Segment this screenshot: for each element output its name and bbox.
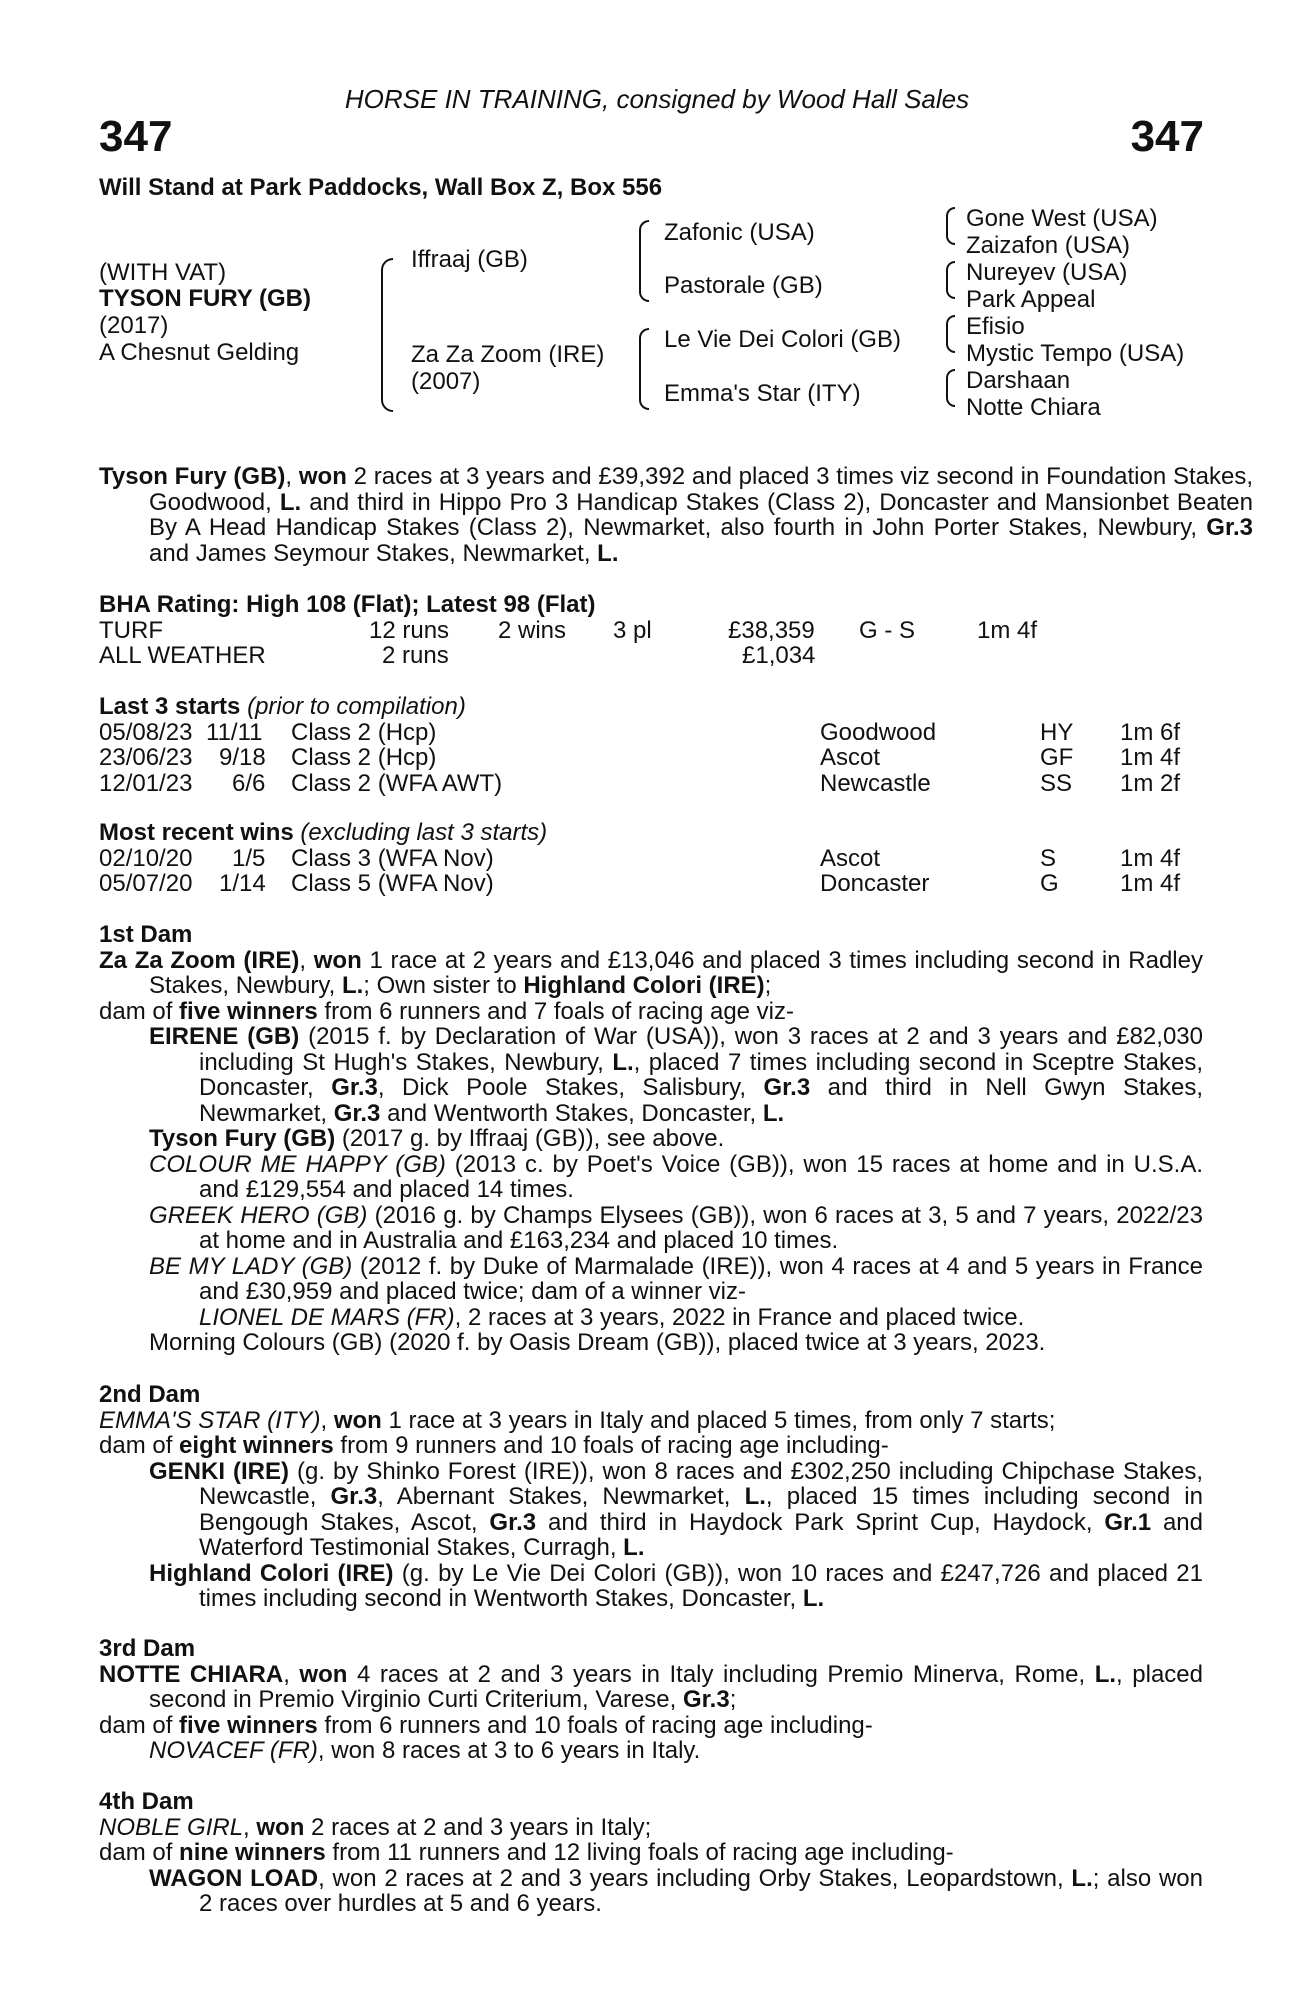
won-label: won <box>256 1813 305 1841</box>
group-mark: Gr.3 <box>1206 514 1253 541</box>
runs: 12 runs <box>369 616 450 644</box>
produce-entry <box>149 1459 1203 1561</box>
produce-text: and Waterford Testimonial Stakes, Curragh, <box>199 1508 1203 1561</box>
race-position: 1/5 <box>232 844 266 872</box>
produce-text: and third in Nell Gwyn Stakes, Newmarket, <box>199 1074 1204 1127</box>
dam-of-text: dam of <box>99 1839 180 1866</box>
race-position: 1/14 <box>219 870 266 897</box>
dam-text: , placed second in Premio Virginio Curti Criterium, Varese, <box>149 1660 1203 1713</box>
produce-name: GENKI (IRE) <box>149 1457 290 1485</box>
dam-text: 2 races at 2 and 3 years in Italy; <box>304 1813 652 1841</box>
horse-name: TYSON FURY (GB) <box>99 285 312 312</box>
listed-mark: L. <box>597 539 619 567</box>
ggp-7: Darshaan <box>966 367 1071 394</box>
dam-text: ; <box>729 1686 737 1713</box>
listed-mark: L. <box>341 972 364 999</box>
dam-of-text: from 11 runners and 12 living foals of racing age including- <box>325 1839 954 1866</box>
brace-1 <box>946 207 955 245</box>
race-distance: 1m 6f <box>1120 718 1181 746</box>
brace-3 <box>946 315 955 353</box>
dam-text: 1 race at 2 years and £13,046 and placed 3 times including second in Radley Stakes, Newbury, <box>149 946 1203 999</box>
fourth-dam-title: 4th Dam <box>99 1788 194 1815</box>
brace-sire <box>639 220 649 302</box>
ggp-1: Gone West (USA) <box>966 205 1158 232</box>
produce-entry: Morning Colours (GB) (2020 f. by Oasis Dream (GB)), placed twice at 3 years, 2023. <box>149 1329 1046 1356</box>
third-dam-section <box>99 1636 1203 1764</box>
last3-note: (prior to compilation) <box>247 693 466 720</box>
surface: ALL WEATHER <box>99 642 266 669</box>
fourth-dam-summary: NOBLE GIRL, won 2 races at 2 and 3 years in Italy; <box>99 1813 652 1841</box>
surface: TURF <box>99 616 163 644</box>
race-going: SS <box>1040 769 1073 797</box>
recent-title: Most recent wins <box>99 819 294 846</box>
race-distance: 1m 4f <box>1120 744 1181 771</box>
race-class: Class 2 (Hcp) <box>291 744 437 771</box>
summary-text-1: 2 races at 3 years and £39,392 and placed 3 times viz second in Foundation Stakes, Goodwood, <box>149 463 1253 516</box>
dam-of-text: from 9 runners and 10 foals of racing age including- <box>333 1432 889 1459</box>
last3-row <box>99 771 1203 797</box>
wins: 2 wins <box>498 616 567 644</box>
won-label: won <box>298 463 347 490</box>
third-dam-summary: NOTTE CHIARA, won 4 races at 2 and 3 years in Italy including Premio Minerva, Rome, L., placed second in Premio Virginio Curti Criterium, Varese, Gr.3; <box>99 1660 1203 1713</box>
placed: 3 pl <box>613 616 652 644</box>
second-dam-title: 2nd Dam <box>99 1381 201 1408</box>
last3-block <box>99 694 1203 796</box>
race-date: 05/07/20 <box>99 870 193 897</box>
dam: Za Za Zoom (IRE) <box>411 341 605 368</box>
race-distance: 1m 4f <box>1120 844 1181 872</box>
dam-of-text: dam of <box>99 1432 180 1459</box>
won-label: won <box>313 946 362 974</box>
produce-text: ; also won 2 races over hurdles at 5 and 6 years. <box>199 1864 1203 1917</box>
produce-text: , won 8 races at 3 to 6 years in Italy. <box>317 1737 701 1764</box>
sister-name: Highland Colori (IRE) <box>523 972 765 999</box>
produce-name: WAGON LOAD <box>149 1864 319 1892</box>
produce-name: COLOUR ME HAPPY (GB) <box>149 1150 446 1178</box>
horse-year: (2017) <box>99 312 169 339</box>
dam-text: 4 races at 2 and 3 years in Italy including Premio Minerva, Rome, <box>347 1660 1095 1688</box>
fourth-dam-section <box>99 1789 1203 1917</box>
dam-of-text: dam of <box>99 1711 180 1739</box>
vat-note: (WITH VAT) <box>99 259 227 286</box>
lot-number-left: 347 <box>99 112 173 161</box>
winners-count: five winners <box>179 997 318 1025</box>
race-date: 05/08/23 <box>99 718 193 746</box>
produce-entry <box>149 1024 1203 1126</box>
race-date: 02/10/20 <box>99 844 193 872</box>
produce-entry <box>149 1561 1203 1612</box>
racecourse: Ascot <box>820 744 881 771</box>
produce-name: NOVACEF (FR) <box>149 1737 318 1764</box>
race-class: Class 2 (WFA AWT) <box>291 769 503 797</box>
dam-text: 1 race at 3 years in Italy and placed 5 times, from only 7 starts; <box>381 1406 1056 1434</box>
produce-text: , Dick Poole Stakes, Salisbury, <box>377 1074 764 1101</box>
ggp-5: Efisio <box>966 313 1025 340</box>
group-mark: Gr.1 <box>1104 1508 1152 1536</box>
brace-dam <box>639 328 649 410</box>
race-class: Class 5 (WFA Nov) <box>291 870 494 897</box>
race-class: Class 3 (WFA Nov) <box>291 844 494 872</box>
fourth-dam-produce-line <box>99 1840 1203 1866</box>
produce-text: , Abernant Stakes, Newmarket, <box>377 1483 745 1510</box>
produce-text: (g. by Le Vie Dei Colori (GB)), won 10 races and £247,726 and placed 21 times including second in Wentworth Stakes, Doncaster, <box>199 1559 1203 1612</box>
ggp-4: Park Appeal <box>966 286 1096 313</box>
listed-mark: L. <box>744 1483 766 1510</box>
listed-mark: L. <box>279 488 302 516</box>
dam-name: Za Za Zoom (IRE) <box>99 946 300 974</box>
race-class: Class 2 (Hcp) <box>291 718 437 746</box>
second-dam-produce-line <box>99 1433 1203 1459</box>
brace-4 <box>946 369 955 407</box>
produce-text: (2017 g. by Iffraaj (GB)), see above. <box>335 1125 725 1152</box>
last3-row <box>99 720 1203 746</box>
dam-name: EMMA'S STAR (ITY) <box>99 1406 321 1434</box>
third-dam-title: 3rd Dam <box>99 1635 196 1662</box>
first-dam-produce-line <box>99 999 1203 1025</box>
dam-name: NOTTE CHIARA <box>99 1660 284 1688</box>
race-date: 12/01/23 <box>99 769 193 797</box>
first-dam-title: 1st Dam <box>99 921 193 948</box>
group-mark: Gr.3 <box>331 1074 378 1101</box>
recent-row <box>99 846 1203 872</box>
recent-row <box>99 871 1203 897</box>
listed-mark: L. <box>1071 1864 1093 1892</box>
produce-text: (2015 f. by Declaration of War (USA)), won 3 races at 2 and 3 years and £82,030 including St Hugh's Stakes, Newbury, <box>199 1023 1203 1076</box>
winners-count: five winners <box>179 1711 318 1739</box>
produce-entry <box>149 1203 1203 1254</box>
sire-dam: Pastorale (GB) <box>664 272 823 299</box>
second-dam-summary: EMMA'S STAR (ITY), won 1 race at 3 years in Italy and placed 5 times, from only 7 starts; <box>99 1406 1056 1434</box>
race-going: GF <box>1040 744 1074 771</box>
dam-of-text: from 6 runners and 7 foals of racing age viz- <box>317 997 795 1025</box>
last3-title: Last 3 starts <box>99 693 241 720</box>
runs: 2 runs <box>382 642 449 669</box>
stand-location: Will Stand at Park Paddocks, Wall Box Z, Box 556 <box>99 174 663 201</box>
second-dam-section <box>99 1382 1203 1612</box>
produce-text: and third in Haydock Park Sprint Cup, Haydock, <box>536 1508 1105 1536</box>
ggp-8: Notte Chiara <box>966 394 1101 421</box>
brace-horse <box>381 258 393 412</box>
dam-sire: Le Vie Dei Colori (GB) <box>664 326 901 353</box>
horse-description: A Chesnut Gelding <box>99 339 300 366</box>
prize-money: £1,034 <box>742 642 816 669</box>
produce-entry <box>149 1866 1203 1917</box>
produce-name: LIONEL DE MARS (FR) <box>199 1303 455 1331</box>
sire: Iffraaj (GB) <box>411 246 528 273</box>
winners-count: nine winners <box>179 1839 326 1866</box>
rating-row-aw <box>99 643 1203 669</box>
produce-entry <box>149 1152 1203 1203</box>
ggp-2: Zaizafon (USA) <box>966 232 1131 259</box>
listed-mark: L. <box>623 1534 645 1561</box>
rating-row-turf <box>99 618 1203 644</box>
sire-sire: Zafonic (USA) <box>664 219 815 246</box>
third-dam-produce-line <box>99 1713 1203 1739</box>
listed-mark: L. <box>762 1099 785 1127</box>
summary-horse-name: Tyson Fury (GB) <box>99 463 286 490</box>
race-distance: 1m 4f <box>1120 870 1181 897</box>
race-position: 11/11 <box>206 718 263 746</box>
first-dam-section <box>99 922 1203 1356</box>
racecourse: Goodwood <box>820 718 937 746</box>
prize-money: £38,359 <box>728 616 815 644</box>
racecourse: Newcastle <box>820 769 931 797</box>
recent-wins-block <box>99 820 1203 897</box>
dam-of-text: dam of <box>99 997 180 1025</box>
group-mark: Gr.3 <box>489 1508 537 1536</box>
going: G - S <box>859 616 916 644</box>
race-distance: 1m 2f <box>1120 769 1181 797</box>
dam-dam: Emma's Star (ITY) <box>664 380 861 407</box>
won-label: won <box>299 1660 348 1688</box>
produce-name: Tyson Fury (GB) <box>149 1125 336 1152</box>
distance: 1m 4f <box>977 616 1038 644</box>
produce-text: and Wentworth Stakes, Doncaster, <box>380 1099 763 1127</box>
produce-entry <box>149 1126 1203 1152</box>
dam-text: ; <box>764 972 772 999</box>
consignment-header: HORSE IN TRAINING, consigned by Wood Hall Sales <box>344 84 970 114</box>
lot-number-right: 347 <box>1130 112 1204 161</box>
racecourse: Doncaster <box>820 870 930 897</box>
produce-name: EIRENE (GB) <box>149 1023 300 1050</box>
race-position: 9/18 <box>219 744 266 771</box>
group-mark: Gr.3 <box>763 1074 811 1101</box>
group-mark: Gr.3 <box>333 1099 381 1127</box>
rating-block <box>99 592 1203 669</box>
produce-text: (2012 f. by Duke of Marmalade (IRE)), won 4 races at 4 and 5 years in France and £30,959 and placed twice; dam of a winner viz- <box>199 1252 1203 1305</box>
race-summary: Tyson Fury (GB), won 2 races at 3 years and £39,392 and placed 3 times viz second in Foundation Stakes, Goodwood, L. and third in Hippo Pro 3 Handicap Stakes (Class 2), Doncaster and Mansionbet Beaten By A Head Handicap Stakes (Class 2), Newmarket, also fourth in John Porter Stakes, Newbury, Gr.3 and James Seymour Stakes, Newmarket, L. <box>99 463 1253 567</box>
group-mark: Gr.3 <box>330 1483 378 1510</box>
recent-note: (excluding last 3 starts) <box>300 819 548 846</box>
brace-2 <box>946 261 955 299</box>
first-dam-summary: Za Za Zoom (IRE), won 1 race at 2 years and £13,046 and placed 3 times including second in Radley Stakes, Newbury, L.; Own sister to Highland Colori (IRE); <box>99 946 1203 999</box>
last3-row <box>99 745 1203 771</box>
produce-entry <box>149 1254 1203 1305</box>
race-date: 23/06/23 <box>99 744 193 771</box>
dam-text: ; Own sister to <box>363 972 524 999</box>
produce-name: BE MY LADY (GB) <box>149 1252 353 1280</box>
produce-name: Highland Colori (IRE) <box>149 1559 394 1587</box>
listed-mark: L. <box>612 1048 634 1076</box>
race-going: G <box>1040 870 1059 897</box>
dam-of-text: from 6 runners and 10 foals of racing age including- <box>317 1711 873 1739</box>
produce-text: , won 2 races at 2 and 3 years including Orby Stakes, Leopardstown, <box>318 1864 1072 1892</box>
group-mark: Gr.3 <box>682 1686 730 1713</box>
summary-text-3: and James Seymour Stakes, Newmarket, <box>149 539 598 567</box>
won-label: won <box>333 1406 382 1434</box>
produce-text: (2013 c. by Poet's Voice (GB)), won 15 races at home and in U.S.A. and £129,554 and placed 14 times. <box>199 1150 1203 1203</box>
racecourse: Ascot <box>820 844 881 872</box>
produce-text: , 2 races at 3 years, 2022 in France and placed twice. <box>454 1303 1025 1331</box>
produce-text: , placed 15 times including second in Bengough Stakes, Ascot, <box>199 1483 1203 1536</box>
produce-text: , placed 7 times including second in Sceptre Stakes, Doncaster, <box>199 1048 1203 1101</box>
produce-entry <box>149 1738 1203 1764</box>
produce-text: (2016 g. by Champs Elysees (GB)), won 6 races at 3, 5 and 7 years, 2022/23 at home and in Australia and £163,234 and placed 10 times. <box>199 1201 1203 1254</box>
dam-name: NOBLE GIRL <box>99 1813 244 1841</box>
listed-mark: L. <box>802 1585 825 1612</box>
dam-year: (2007) <box>411 368 481 395</box>
produce-name: GREEK HERO (GB) <box>149 1201 368 1229</box>
race-going: S <box>1040 844 1057 872</box>
ggp-6: Mystic Tempo (USA) <box>966 340 1185 367</box>
summary-text-2: and third in Hippo Pro 3 Handicap Stakes (Class 2), Doncaster and Mansionbet Beaten By A Head Handicap Stakes (Class 2), Newmarket, also fourth in John Porter Stakes, Newbury, <box>149 488 1253 541</box>
race-position: 6/6 <box>232 769 266 797</box>
produce-text: (g. by Shinko Forest (IRE)), won 8 races and £302,250 including Chipchase Stakes, Newcastle, <box>199 1457 1203 1510</box>
grand-produce-entry <box>199 1305 1203 1331</box>
rating-title: BHA Rating: High 108 (Flat); Latest 98 (Flat) <box>99 591 596 618</box>
winners-count: eight winners <box>179 1432 334 1459</box>
race-going: HY <box>1040 718 1074 746</box>
ggp-3: Nureyev (USA) <box>966 259 1128 286</box>
listed-mark: L. <box>1094 1660 1117 1688</box>
